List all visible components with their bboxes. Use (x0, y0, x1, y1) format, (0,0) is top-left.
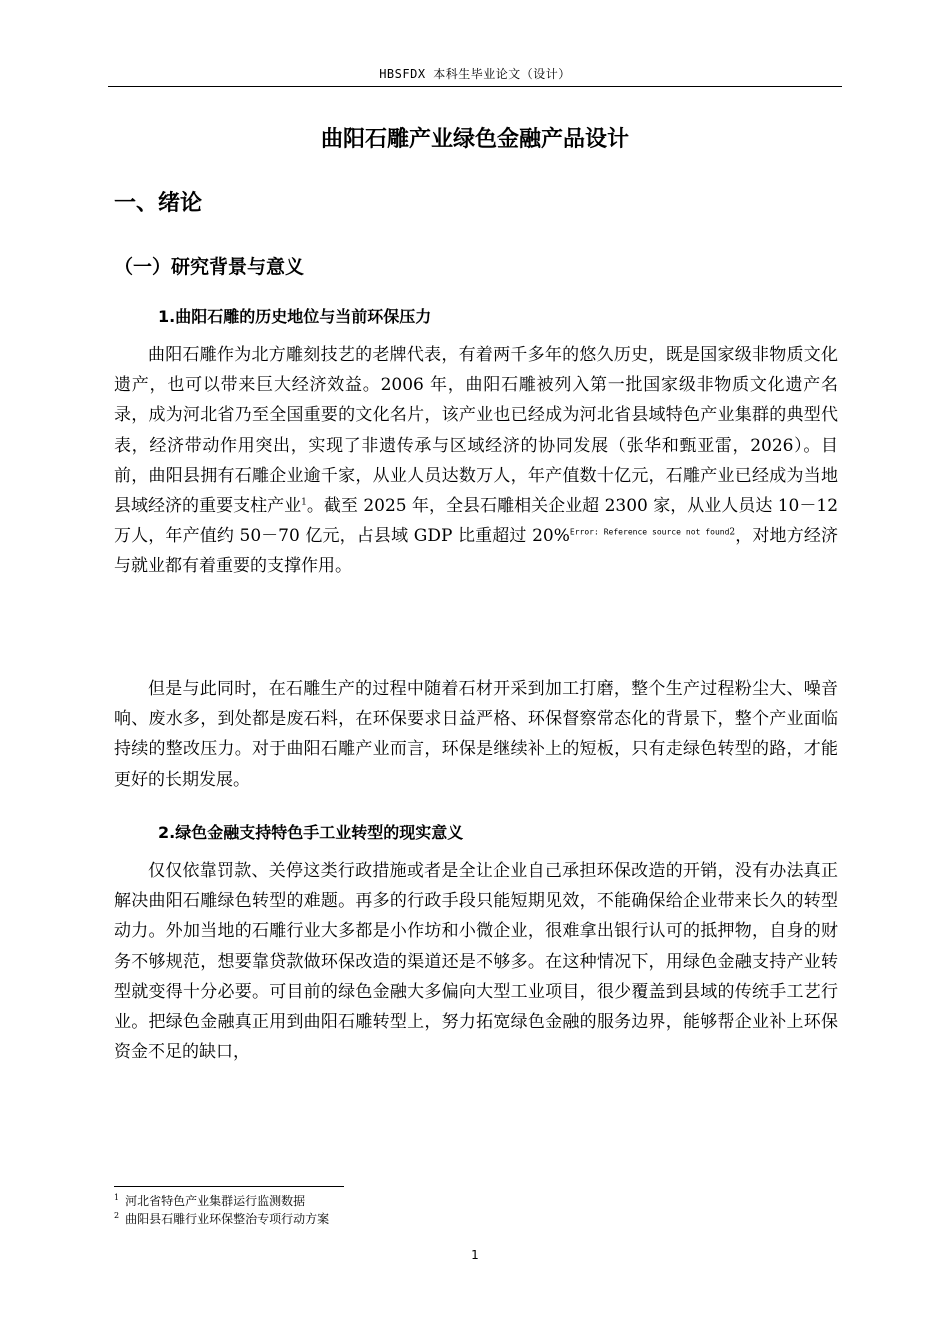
reference-error: Error: Reference source not found (569, 527, 730, 537)
subsection-heading-2: 2.绿色金融支持特色手工业转型的现实意义 (158, 823, 464, 842)
body-paragraph-3: 仅仅依靠罚款、关停这类行政措施或者是全让企业自己承担环保改造的开销，没有办法真正解决曲阳石雕绿色转型的难题。再多的行政手段只能短期见效，不能确保给企业带来长久的转型动力。外加当地的石雕行业大多都是小作坊和小微企业，很难拿出银行认可的抵押物，自身的财务不够规范，想要靠贷款做环保改造的渠道还是不够多。在这种情况下，用绿色金融支持产业转型就变得十分必要。可目前的绿色金融大多偏向大型工业项目，很少覆盖到县域的传统手工艺行业。把绿色金融真正用到曲阳石雕转型上，努力拓宽绿色金融的服务边界，能够帮企业补上环保资金不足的缺口， (114, 861, 838, 1063)
section-heading: （一）研究背景与意义 (114, 256, 305, 278)
paragraph-text: 曲阳石雕作为北方雕刻技艺的老牌代表，有着两千多年的悠久历史，既是国家级非物质文化遗产，也可以带来巨大经济效益。2006 年，曲阳石雕被列入第一批国家级非物质文化遗产名录，成为河北省乃至全国重要的文化名片，该产业也已经成为河北省县域特色产业集群的典型代表，经济带动作用突出，实现了非遗传承与区域经济的协同发展（张华和甄亚雷，2026）。目前，曲阳县拥有石雕企业逾千家，从业人员达数万人，年产值数十亿元，石雕产业已经成为当地县域经济的重要支柱产业 (114, 345, 838, 517)
footnote-ref-2[interactable]: 2 (729, 527, 736, 538)
paper-title: 曲阳石雕产业绿色金融产品设计 (320, 127, 629, 152)
footnote-text: 河北省特色产业集群运行监测数据 (125, 1194, 306, 1208)
subsection-heading-1: 1.曲阳石雕的历史地位与当前环保压力 (158, 307, 432, 326)
footnote-separator (114, 1186, 344, 1187)
header-rule (108, 86, 842, 87)
footnote-text: 曲阳县石雕行业环保整治专项行动方案 (125, 1212, 330, 1226)
footnote-1 (114, 1193, 305, 1209)
body-paragraph-2: 但是与此同时，在石雕生产的过程中随着石材开采到加工打磨，整个生产过程粉尘大、噪音响、废水多，到处都是废石料，在环保要求日益严格、环保督察常态化的背景下，整个产业面临持续的整改压力。对于曲阳石雕产业而言，环保是继续补上的短板，只有走绿色转型的路，才能更好的长期发展。 (114, 679, 838, 790)
running-header: HBSFDX 本科生毕业论文（设计） (379, 67, 571, 81)
footnote-mark: 1 (114, 1193, 120, 1202)
footnote-mark: 2 (114, 1211, 120, 1220)
page-number: 1 (471, 1248, 479, 1262)
footnote-ref-1[interactable]: 1 (301, 497, 307, 508)
paragraph-text: ，对地方经济与就业都有着重要的支撑作用。 (114, 526, 838, 577)
body-paragraph-1 (114, 340, 838, 582)
chapter-heading: 一、绪论 (114, 191, 203, 216)
footnote-2 (114, 1211, 329, 1227)
paragraph-text: 。截至 2025 年，全县石雕相关企业超 2300 家，从业人员达 10－12 万人，年产值约 50－70 亿元，占县域 GDP 比重超过 20% (114, 496, 839, 547)
